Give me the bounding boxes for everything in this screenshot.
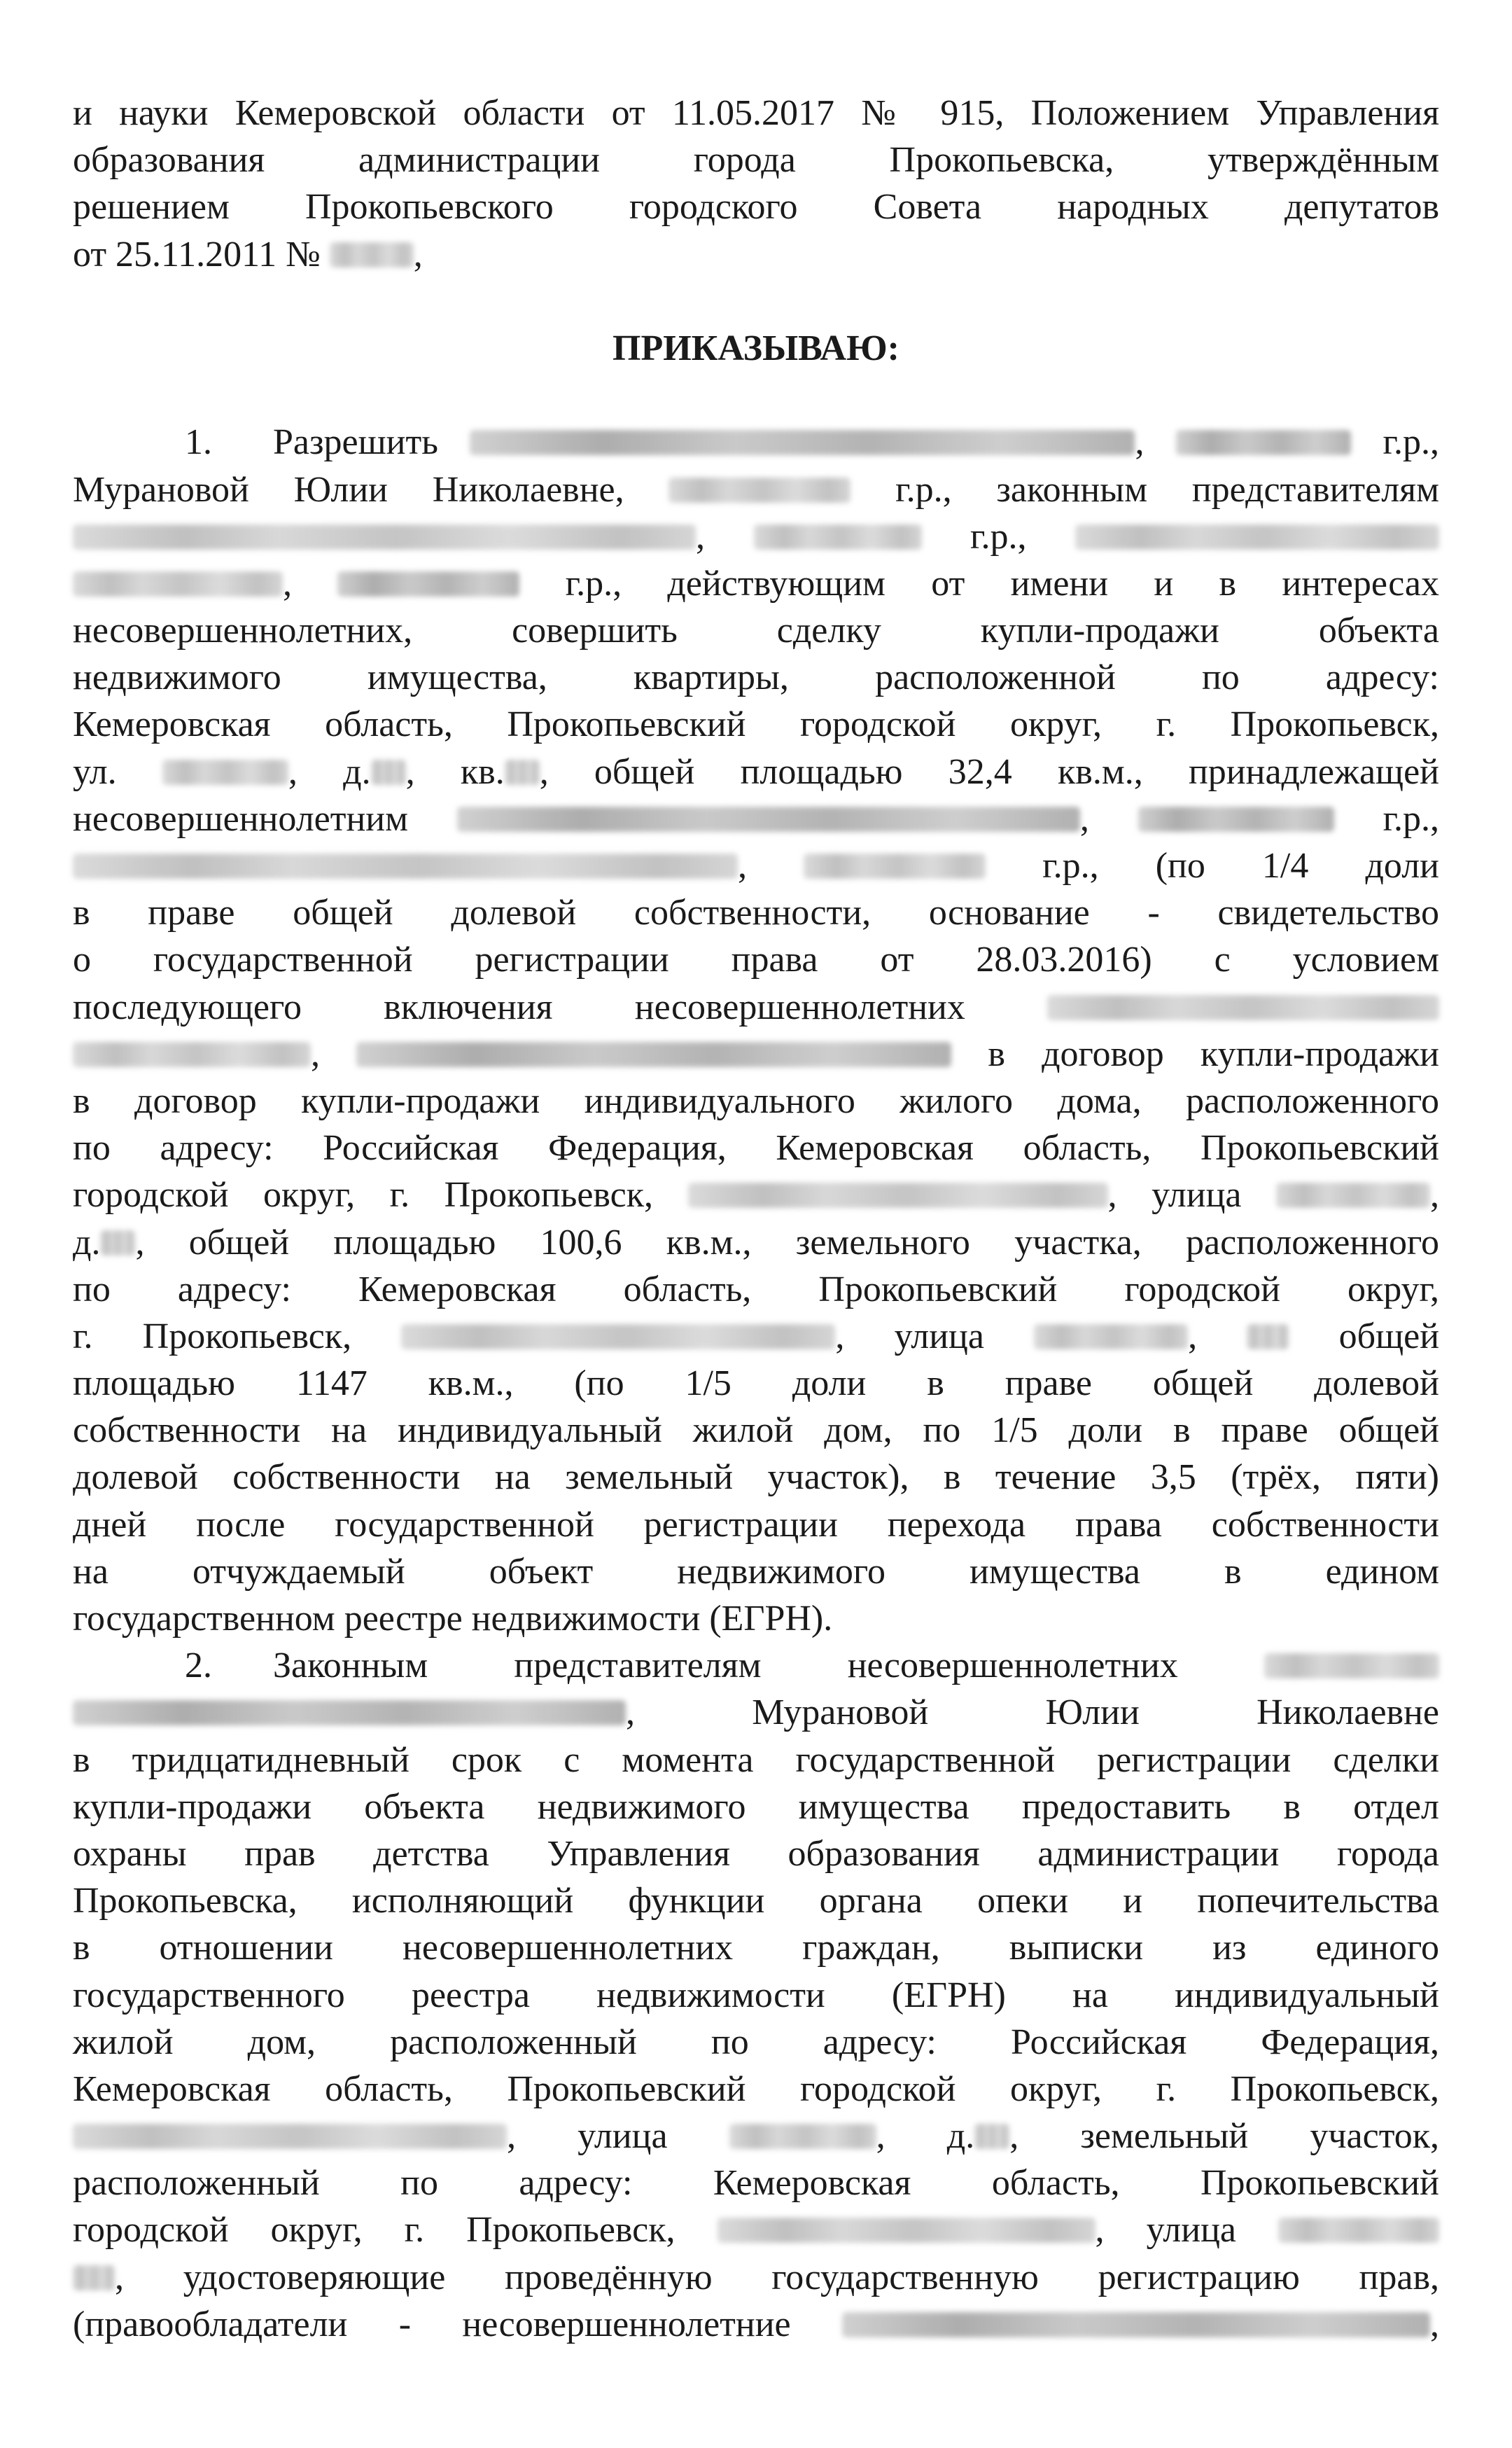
redaction-block <box>457 807 1080 832</box>
item-1-line: на отчуждаемый объект недвижимого имущества в едином <box>73 1551 1439 1592</box>
redaction-block <box>330 242 414 267</box>
redaction-block <box>754 524 922 550</box>
item-2-line: в тридцатидневный срок с момента государственной регистрации сделки <box>73 1739 1439 1780</box>
text-fragment: , удостоверяющие проведённую государственную регистрацию прав, <box>115 2257 1439 2297</box>
item-1-line: в праве общей долевой собственности, основание - свидетельство <box>73 893 1439 933</box>
redaction-block <box>470 430 1135 455</box>
redaction-block <box>371 760 406 785</box>
text-fragment: несовершеннолетним <box>73 798 409 839</box>
text-fragment: , <box>696 516 705 557</box>
text-fragment: , улица <box>507 2116 668 2157</box>
text-line: решением Прокопьевского городского Совета народных депутатов <box>73 187 1439 228</box>
redaction-block <box>1247 1324 1289 1349</box>
redaction-block <box>401 1324 835 1349</box>
item-1-line <box>73 1171 1439 1218</box>
text-fragment: , <box>413 234 423 274</box>
redaction-block <box>718 2218 1096 2243</box>
text-fragment: , <box>738 846 747 886</box>
redaction-block <box>1138 807 1334 832</box>
item-1-line: дней после государственной регистрации перехода права собственности <box>73 1504 1439 1545</box>
text-fragment: , общей площадью 100,6 кв.м., земельного участка, расположенного <box>135 1222 1439 1263</box>
text-fragment: Разрешить <box>273 422 438 463</box>
item-2-line <box>73 2206 1439 2253</box>
text-fragment: Законным представителям несовершеннолетних <box>273 1646 1178 1686</box>
item-1-line: по адресу: Кемеровская область, Прокопьевский городской округ, <box>73 1269 1439 1309</box>
text-fragment: в договор купли-продажи <box>988 1034 1439 1074</box>
text-fragment: Мурановой Юлии Николаевне <box>752 1692 1440 1733</box>
item-1-line <box>73 795 1439 842</box>
redaction-block <box>804 854 986 879</box>
text-fragment: г.р., <box>1382 422 1439 463</box>
text-line: образования администрации города Прокопьевска, утверждённым <box>73 140 1439 181</box>
text-fragment: г.р., (по 1/4 доли <box>1042 846 1439 886</box>
item-1-line: по адресу: Российская Федерация, Кемеровская область, Прокопьевский <box>73 1128 1439 1169</box>
text-fragment: , <box>1430 2304 1440 2344</box>
item-2-line <box>73 2254 1439 2301</box>
item-1-line <box>73 749 1439 795</box>
item-1-line: несовершеннолетних, совершить сделку купли-продажи объекта <box>73 611 1439 651</box>
redaction-block <box>974 2124 1009 2149</box>
item-2-line: в отношении несовершеннолетних граждан, выписки из единого <box>73 1928 1439 1968</box>
item-2-line <box>73 1689 1439 1736</box>
text-fragment: , <box>1135 422 1144 463</box>
item-2-line: государственного реестра недвижимости (ЕГРН) на индивидуальный <box>73 1975 1439 2015</box>
item-1-line: государственном реестре недвижимости (ЕГРН). <box>73 1599 833 1639</box>
text-fragment: , <box>311 1034 320 1074</box>
text-line: и науки Кемеровской области от 11.05.2017 № 915, Положением Управления <box>73 93 1439 133</box>
text-fragment: , улица <box>835 1316 984 1356</box>
item-1-line <box>73 1031 1439 1078</box>
text-fragment: (правообладатели - несовершеннолетние <box>73 2304 791 2344</box>
item-2-line <box>73 1642 1439 1689</box>
redaction-block <box>1034 1324 1188 1349</box>
item-2-line <box>73 2113 1439 2160</box>
item-2-line: Прокопьевска, исполняющий функции органа опеки и попечительства <box>73 1881 1439 1921</box>
item-1-line: площадью 1147 кв.м., (по 1/5 доли в праве общей долевой <box>73 1363 1439 1404</box>
item-2-line: расположенный по адресу: Кемеровская область, Прокопьевский <box>73 2163 1439 2204</box>
item-1-line: собственности на индивидуальный жилой дом, по 1/5 доли в праве общей <box>73 1410 1439 1451</box>
item-2-line <box>73 2301 1439 2348</box>
redaction-block <box>73 1700 626 1725</box>
item-2-line: жилой дом, расположенный по адресу: Российская Федерация, <box>73 2022 1439 2062</box>
text-fragment: , <box>1188 1316 1198 1356</box>
text-fragment: , <box>1079 798 1089 839</box>
item-2-line: Кемеровская область, Прокопьевский городской округ, г. Прокопьевск, <box>73 2068 1439 2109</box>
order-heading: ПРИКАЗЫВАЮ: <box>612 328 899 368</box>
redaction-block <box>162 760 288 785</box>
text-fragment: г.р., <box>970 516 1027 557</box>
text-fragment: городской округ, г. Прокопьевск, <box>73 2210 676 2251</box>
text-fragment: , земельный участок, <box>1009 2116 1440 2157</box>
text-line <box>73 231 1439 278</box>
item-2-number: 2. <box>185 1646 212 1686</box>
item-1-line <box>73 1313 1439 1360</box>
text-fragment: , общей площадью 32,4 кв.м., принадлежащей <box>539 751 1439 792</box>
spacer <box>73 372 1439 419</box>
text-fragment: , <box>626 1692 635 1733</box>
redaction-block <box>73 1042 311 1067</box>
item-1-line: в договор купли-продажи индивидуального жилого дома, расположенного <box>73 1080 1439 1121</box>
item-1-line <box>73 419 1439 466</box>
item-1-line <box>73 842 1439 889</box>
redaction-block <box>688 1183 1108 1208</box>
item-1-line <box>73 984 1439 1031</box>
text-fragment: , <box>1430 1175 1440 1216</box>
redaction-block <box>100 1230 135 1256</box>
text-fragment: г.р., действующим от имени и в интересах <box>565 563 1440 604</box>
text-fragment: , кв. <box>405 751 505 792</box>
redaction-block <box>1075 524 1439 550</box>
redaction-block <box>73 2265 115 2290</box>
item-1-line: Кемеровская область, Прокопьевский городской округ, г. Прокопьевск, <box>73 704 1439 745</box>
redaction-block <box>1276 1183 1430 1208</box>
redaction-block <box>1264 1653 1439 1678</box>
item-1-line <box>73 466 1439 513</box>
redaction-block <box>668 478 850 503</box>
text-fragment: , д. <box>876 2116 975 2157</box>
text-fragment: , улица <box>1107 1175 1242 1216</box>
item-1-line: долевой собственности на земельный участок), в течение 3,5 (трёх, пяти) <box>73 1457 1439 1498</box>
redaction-block <box>73 854 738 879</box>
text-fragment: д. <box>73 1222 101 1263</box>
redaction-block <box>337 571 519 597</box>
redaction-block <box>505 760 540 785</box>
redaction-block <box>729 2124 876 2149</box>
redaction-block <box>842 2312 1430 2337</box>
item-1-line <box>73 560 1439 607</box>
redaction-block <box>73 524 696 550</box>
item-1-number: 1. <box>185 422 212 463</box>
text-fragment: , д. <box>288 751 371 792</box>
text-fragment: общей <box>1338 1316 1440 1356</box>
text-fragment: г.р., законным представителям <box>895 469 1440 510</box>
redaction-block <box>1278 2218 1439 2243</box>
text-fragment: городской округ, г. Прокопьевск, <box>73 1175 654 1216</box>
item-2-line: охраны прав детства Управления образования администрации города <box>73 1833 1439 1874</box>
item-2-line: купли-продажи объекта недвижимого имущества предоставить в отдел <box>73 1786 1439 1827</box>
redaction-block <box>1047 995 1439 1020</box>
item-1-line: недвижимого имущества, квартиры, расположенной по адресу: <box>73 658 1439 698</box>
item-1-line <box>73 1219 1439 1266</box>
text-fragment: , <box>283 563 292 604</box>
redaction-block <box>73 571 283 597</box>
text-fragment: последующего включения несовершеннолетних <box>73 987 965 1027</box>
redaction-block <box>356 1042 951 1067</box>
item-1-line: о государственной регистрации права от 28.03.2016) с условием <box>73 940 1439 980</box>
spacer <box>73 278 1439 325</box>
text-fragment: г. Прокопьевск, <box>73 1316 352 1356</box>
redaction-block <box>1176 430 1351 455</box>
text-fragment: г.р., <box>1382 798 1440 839</box>
text-fragment: , улица <box>1095 2210 1236 2251</box>
text-fragment: ул. <box>73 751 117 792</box>
text-fragment: от 25.11.2011 № <box>73 234 321 274</box>
text-fragment: Мурановой Юлии Николаевне, <box>73 469 624 510</box>
document-body <box>73 90 1439 2348</box>
redaction-block <box>73 2124 507 2149</box>
item-1-line <box>73 513 1439 560</box>
